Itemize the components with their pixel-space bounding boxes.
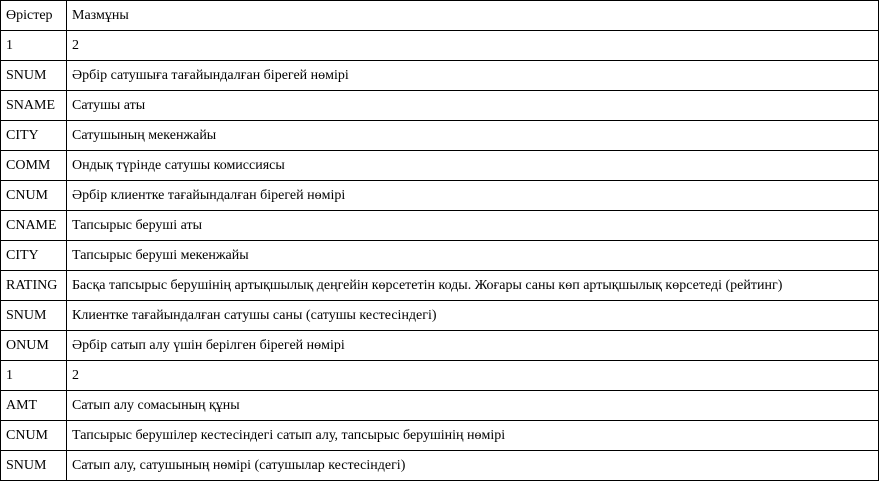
content-cell: Сатып алу, сатушының нөмірі (сатушылар кестесіндегі) <box>67 451 879 481</box>
field-cell: CITY <box>1 121 67 151</box>
table-row <box>1 31 879 61</box>
table-header-row <box>1 1 879 31</box>
field-cell: COMM <box>1 151 67 181</box>
content-cell: 2 <box>67 361 879 391</box>
field-cell: CNUM <box>1 181 67 211</box>
table-row <box>1 241 879 271</box>
field-cell: SNUM <box>1 301 67 331</box>
table-row <box>1 151 879 181</box>
table-row <box>1 421 879 451</box>
content-cell: Сатушының мекенжайы <box>67 121 879 151</box>
field-cell: SNUM <box>1 61 67 91</box>
header-content: Мазмұны <box>67 1 879 31</box>
content-cell: 2 <box>67 31 879 61</box>
field-cell: 1 <box>1 361 67 391</box>
content-cell: Тапсырыс беруші мекенжайы <box>67 241 879 271</box>
field-cell: ONUM <box>1 331 67 361</box>
content-cell: Басқа тапсырыс берушінің артықшылық деңгейін көрсететін коды. Жоғары саны көп артықшылық көрсетеді (рейтинг) <box>67 271 879 301</box>
content-cell: Тапсырыс берушілер кестесіндегі сатып алу, тапсырыс берушінің нөмірі <box>67 421 879 451</box>
field-cell: CNAME <box>1 211 67 241</box>
content-cell: Ондық түрінде сатушы комиссиясы <box>67 151 879 181</box>
table-row <box>1 211 879 241</box>
table-row <box>1 451 879 481</box>
table-row <box>1 301 879 331</box>
content-cell: Әрбір сатып алу үшін берілген бірегей нөмірі <box>67 331 879 361</box>
content-cell: Сатып алу сомасының құны <box>67 391 879 421</box>
table-row <box>1 181 879 211</box>
table-row <box>1 91 879 121</box>
field-cell: SNUM <box>1 451 67 481</box>
header-fields: Өрістер <box>1 1 67 31</box>
table-row <box>1 121 879 151</box>
field-cell: 1 <box>1 31 67 61</box>
content-cell: Сатушы аты <box>67 91 879 121</box>
field-cell: AMT <box>1 391 67 421</box>
field-cell: CITY <box>1 241 67 271</box>
table-row <box>1 271 879 301</box>
field-cell: RATING <box>1 271 67 301</box>
content-cell: Әрбір сатушыға тағайындалған бірегей нөмірі <box>67 61 879 91</box>
table-row <box>1 391 879 421</box>
field-cell: SNAME <box>1 91 67 121</box>
table-row <box>1 361 879 391</box>
field-cell: CNUM <box>1 421 67 451</box>
content-cell: Әрбір клиентке тағайындалған бірегей нөмірі <box>67 181 879 211</box>
table-row <box>1 331 879 361</box>
content-cell: Тапсырыс беруші аты <box>67 211 879 241</box>
content-cell: Клиентке тағайындалған сатушы саны (сатушы кестесіндегі) <box>67 301 879 331</box>
table-row <box>1 61 879 91</box>
